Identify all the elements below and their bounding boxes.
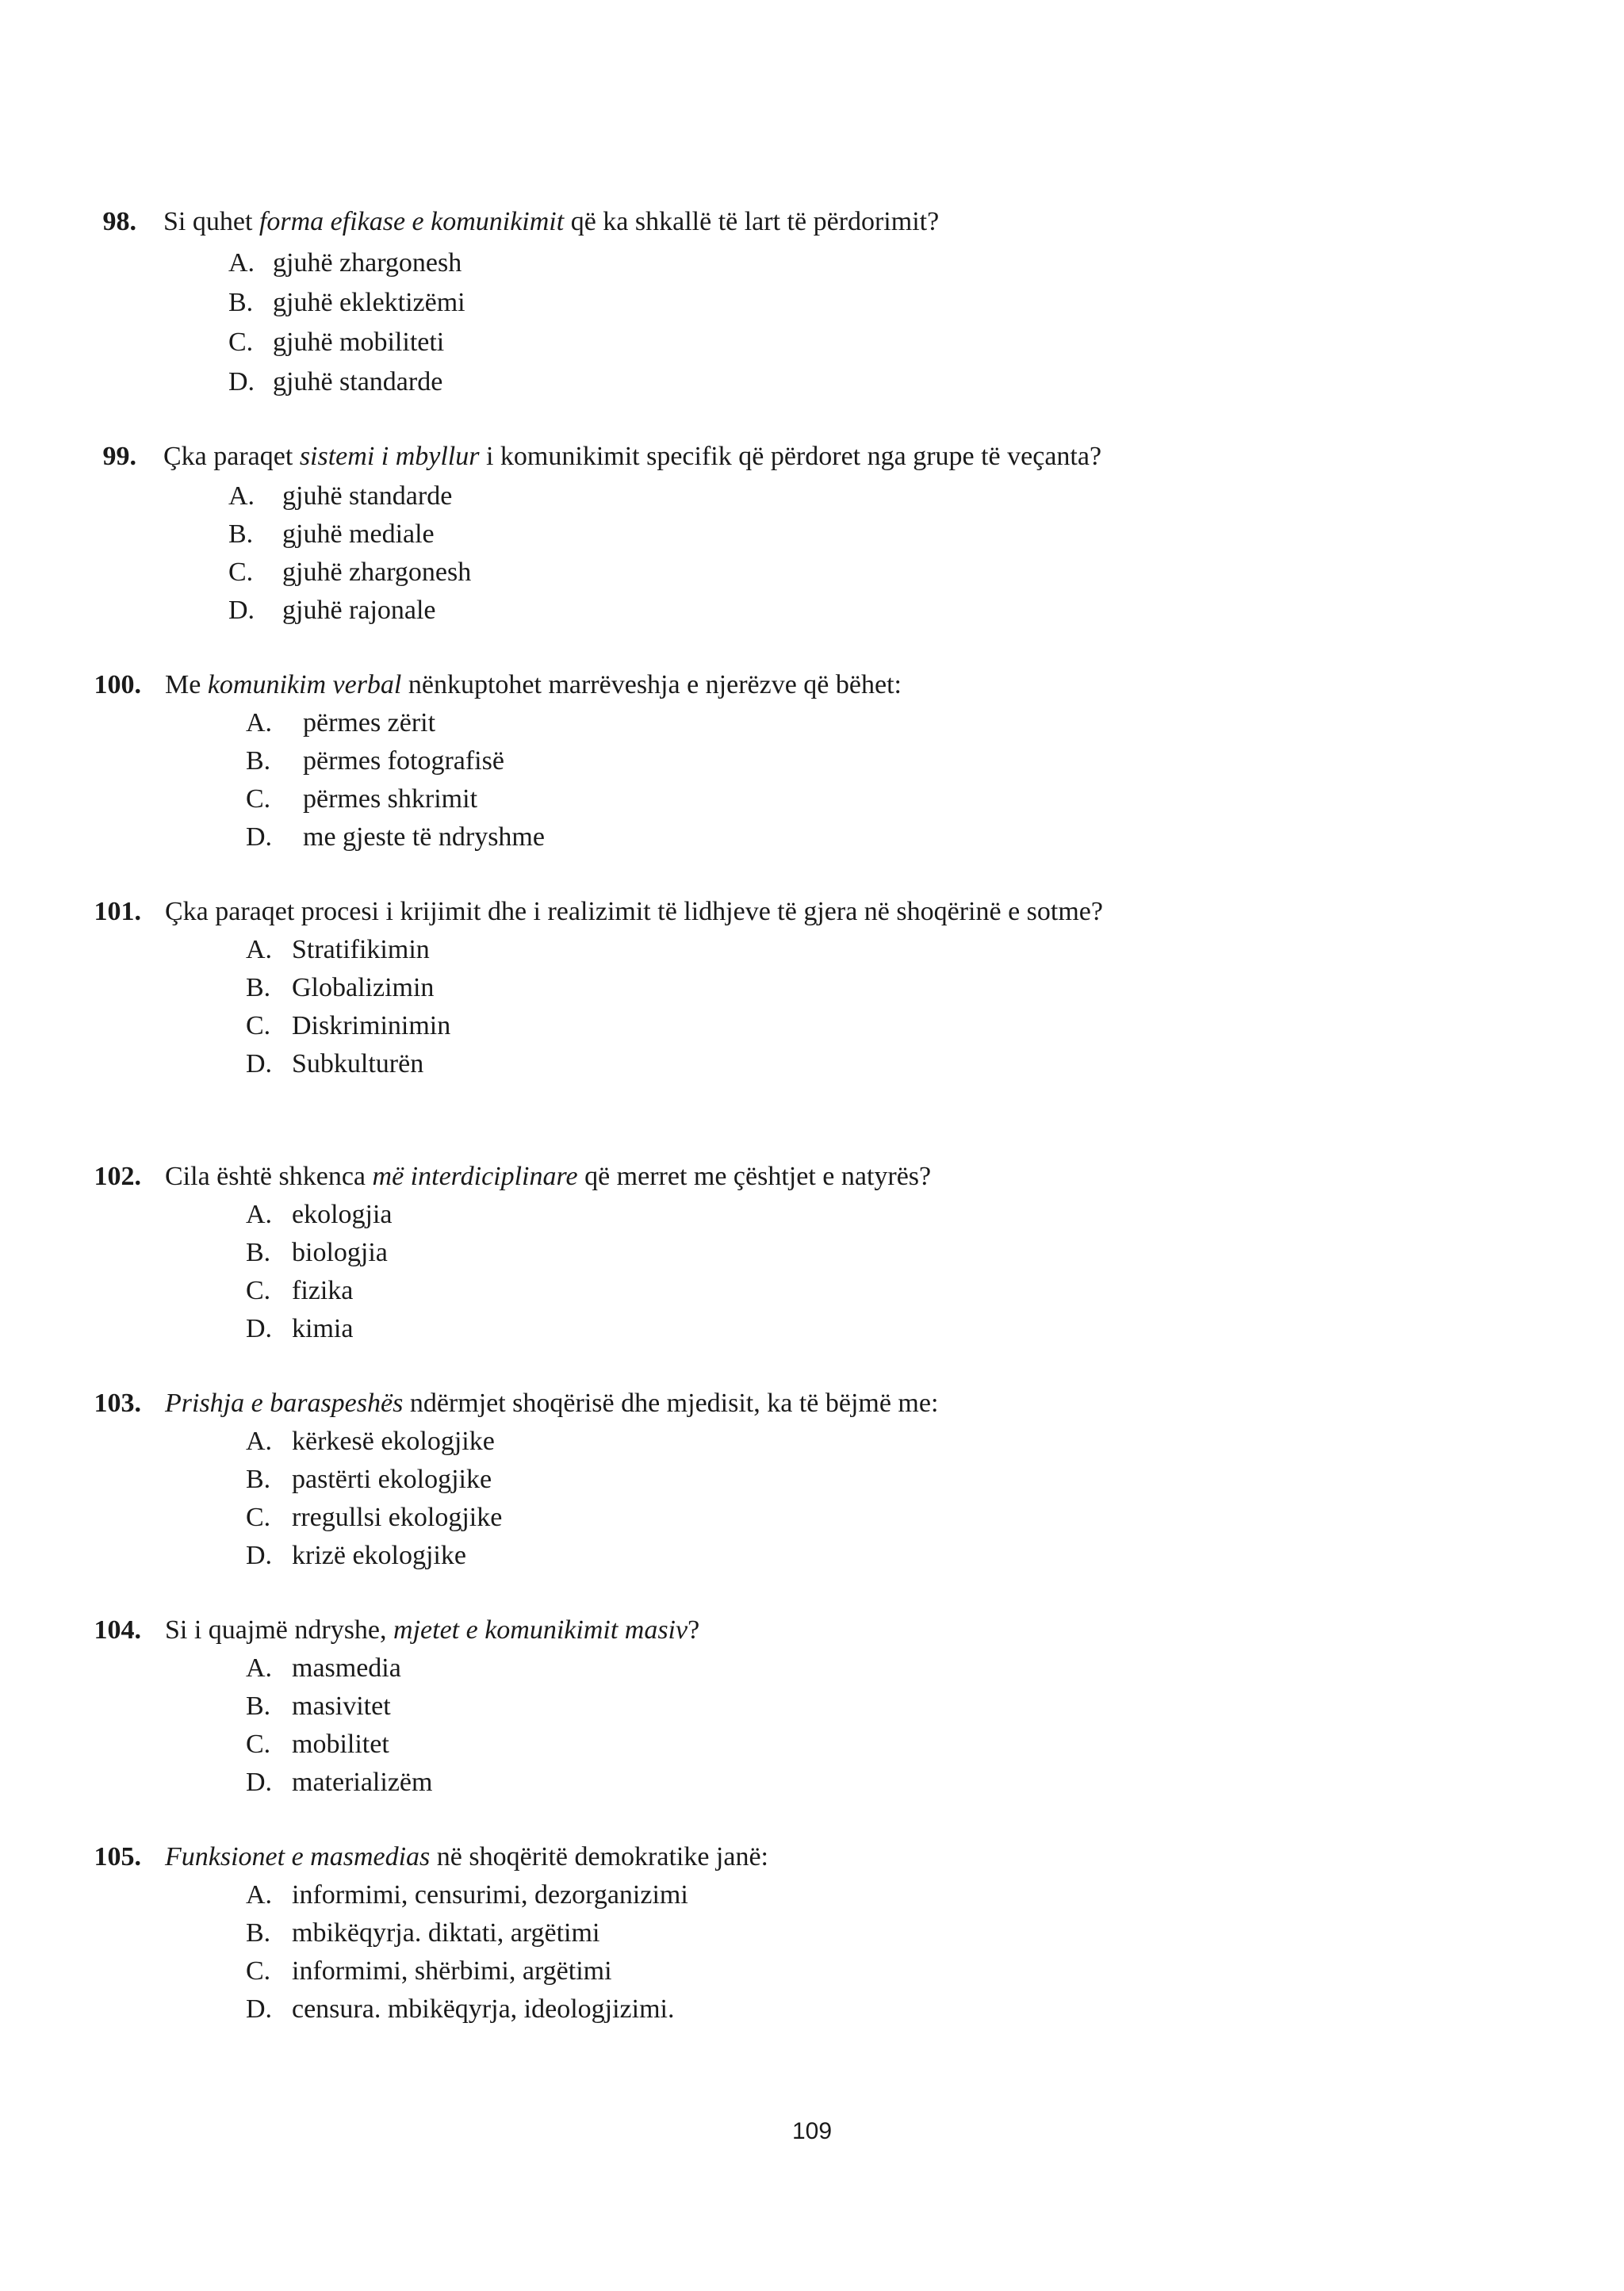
option-letter: C. [228,328,254,357]
option-letter: D. [246,1768,273,1797]
answer-option [246,1196,1592,1234]
option-text: kimia [292,1314,354,1343]
question-line [0,1611,1624,1649]
question-text [163,438,1101,476]
option-text: mbikëqyrja. diktati, argëtimi [292,1918,600,1948]
question-line [0,666,1624,704]
question-text-part: ndërmjet shoqërisë dhe mjedisit, ka të bëjmë me: [403,1389,939,1418]
answer-option [246,818,1592,856]
option-text: përmes shkrimit [303,784,478,814]
option-letter: A. [246,935,273,964]
option-letter: B. [246,1691,271,1721]
question-text-italic: forma efikase e komunikimit [259,207,565,236]
option-text: Subkulturën [292,1049,424,1078]
option-text: informimi, shërbimi, argëtimi [292,1956,612,1986]
option-letter: B. [246,746,271,776]
question-text-part: Çka paraqet [163,442,300,471]
option-text: me gjeste të ndryshme [303,822,545,852]
answer-option [246,1990,1592,2029]
option-text: rregullsi ekologjike [292,1503,503,1532]
option-letter: B. [246,973,271,1002]
question-number: 99. [102,442,136,471]
answer-option [246,969,1592,1007]
answer-option [246,1310,1592,1348]
option-letter: C. [246,1276,271,1305]
question-number: 100. [94,670,141,699]
option-text: ekologjia [292,1200,393,1229]
option-letter: D. [228,367,255,397]
question-text-part: Cila është shkenca [165,1162,373,1191]
answer-option [246,1876,1592,1914]
option-letter: B. [246,1918,271,1948]
option-text: kërkesë ekologjike [292,1427,495,1456]
answer-option [228,244,1592,282]
option-letter: D. [246,1049,273,1078]
option-letter: D. [246,1314,273,1343]
option-text: përmes zërit [303,708,436,737]
option-text: gjuhë zhargonesh [273,248,462,278]
question-text-part: që merret me çështjet e natyrës? [577,1162,932,1191]
question-text-part: Si quhet [163,207,259,236]
option-letter: C. [246,784,271,814]
option-letter: A. [246,1653,273,1683]
answer-option [246,1726,1592,1764]
answer-option [246,1649,1592,1688]
option-letter: A. [246,1427,273,1456]
question-number: 105. [94,1842,141,1871]
question-line [0,1158,1624,1196]
answer-option [246,1007,1592,1045]
option-letter: C. [246,1011,271,1040]
question-text [165,1158,931,1196]
option-text: Diskriminimin [292,1011,451,1040]
question-text-italic: sistemi i mbyllur [299,442,480,471]
question-text [165,893,1103,931]
answer-option [246,1764,1592,1802]
option-text: pastërti ekologjike [292,1465,492,1494]
option-text: Globalizimin [292,973,435,1002]
question-text-part: në shoqëritë demokratike janë: [430,1842,769,1871]
answer-option [246,1045,1592,1083]
answer-option [228,324,1592,362]
question-text-italic: Funksionet e masmedias [165,1842,431,1871]
option-letter: A. [228,481,255,511]
answer-option [246,1499,1592,1537]
option-letter: D. [246,1541,273,1570]
option-text: biologjia [292,1238,388,1267]
question-text-italic: më interdiciplinare [372,1162,578,1191]
answer-option [246,1234,1592,1272]
option-text: masivitet [292,1691,391,1721]
question-text-part: Me [165,670,208,699]
question-text-part: ? [688,1615,700,1645]
question-number: 98. [102,207,136,236]
question-text-part: i komunikimit specifik që përdoret nga grupe të veçanta? [479,442,1102,471]
answer-option [228,554,1592,592]
question-text-part: Si i quajmë ndryshe, [165,1615,394,1645]
option-text: mobilitet [292,1730,389,1759]
option-text: Stratifikimin [292,935,430,964]
option-text: materializëm [292,1768,433,1797]
option-text: censura. mbikëqyrja, ideologjizimi. [292,1994,675,2024]
question-line [0,1838,1624,1876]
option-letter: A. [246,1880,273,1910]
question-line [0,438,1624,476]
option-letter: B. [228,288,254,317]
answer-option [246,1537,1592,1575]
option-letter: C. [228,557,254,587]
answer-option [228,515,1592,554]
question-number: 103. [94,1389,141,1418]
option-text: masmedia [292,1653,401,1683]
answer-option [246,1461,1592,1499]
answer-option [246,1688,1592,1726]
option-letter: A. [246,1200,273,1229]
option-text: gjuhë zhargonesh [282,557,472,587]
answer-option [246,704,1592,742]
question-text-part: Çka paraqet procesi i krijimit dhe i realizimit të lidhjeve të gjera në shoqërinë e sotme? [165,897,1103,926]
answer-option [228,284,1592,322]
option-letter: D. [228,596,255,625]
question-line [0,893,1624,931]
option-text: gjuhë standarde [273,367,443,397]
question-number: 102. [94,1162,141,1191]
option-text: gjuhë rajonale [282,596,436,625]
answer-option [246,1423,1592,1461]
answer-option [246,931,1592,969]
question-text [165,666,902,704]
answer-option [228,363,1592,401]
question-line [0,203,1624,241]
option-letter: C. [246,1730,271,1759]
option-letter: B. [246,1465,271,1494]
question-text [163,203,939,241]
answer-option [246,1272,1592,1310]
option-text: përmes fotografisë [303,746,504,776]
option-text: informimi, censurimi, dezorganizimi [292,1880,688,1910]
option-letter: C. [246,1503,271,1532]
question-text-italic: mjetet e komunikimit masiv [393,1615,688,1645]
question-text [165,1838,768,1876]
question-number: 101. [94,897,141,926]
question-number: 104. [94,1615,141,1645]
option-text: gjuhë mediale [282,519,435,549]
option-text: fizika [292,1276,354,1305]
answer-option [246,780,1592,818]
option-letter: A. [246,708,273,737]
question-text-italic: komunikim verbal [207,670,402,699]
answer-option [246,1914,1592,1952]
answer-option [228,477,1592,515]
answer-option [246,742,1592,780]
question-text [165,1385,938,1423]
option-letter: A. [228,248,255,278]
question-text-italic: Prishja e baraspeshës [165,1389,404,1418]
option-text: gjuhë mobiliteti [273,328,445,357]
option-letter: B. [246,1238,271,1267]
option-text: gjuhë eklektizëmi [273,288,465,317]
option-text: krizë ekologjike [292,1541,466,1570]
page-number: 109 [791,2118,833,2144]
answer-option [246,1952,1592,1990]
option-letter: C. [246,1956,271,1986]
answer-option [228,592,1592,630]
question-text-part: që ka shkallë të lart të përdorimit? [564,207,940,236]
option-letter: D. [246,1994,273,2024]
question-text-part: nënkuptohet marrëveshja e njerëzve që bëhet: [401,670,902,699]
question-text [165,1611,699,1649]
option-letter: D. [246,822,273,852]
option-text: gjuhë standarde [282,481,453,511]
option-letter: B. [228,519,254,549]
question-line [0,1385,1624,1423]
